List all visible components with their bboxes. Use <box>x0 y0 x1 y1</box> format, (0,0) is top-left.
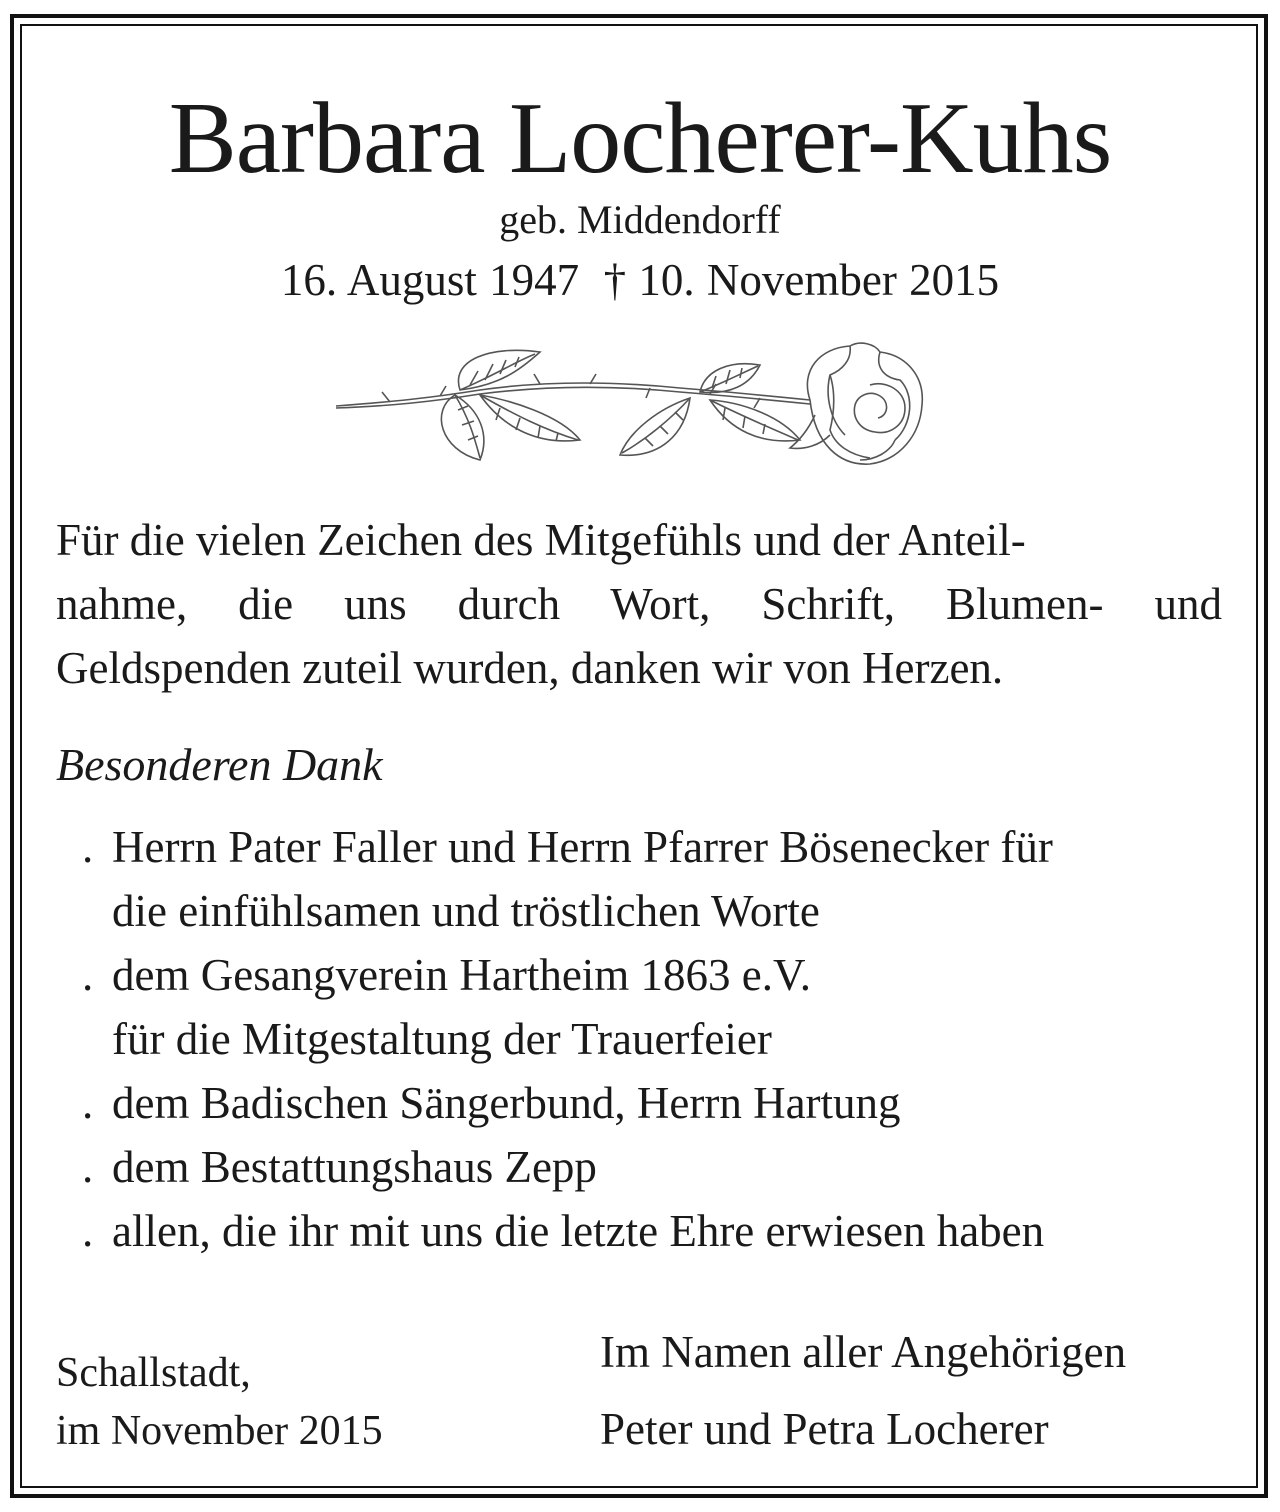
list-item-continuation: für die Mitgestaltung der Trauerfeier <box>112 1014 772 1064</box>
list-item: . Herrn Pater Faller und Herrn Pfarrer Bösenecker für <box>82 822 1053 872</box>
date-line: im November 2015 <box>56 1408 383 1454</box>
bullet: . <box>82 1142 94 1192</box>
bullet: . <box>82 822 94 872</box>
rose-icon <box>330 340 930 470</box>
on-behalf-line: Im Namen aller Angehörigen <box>600 1327 1127 1377</box>
signers: Peter und Petra Locherer <box>600 1404 1049 1454</box>
thanks-line-3: Geldspenden zuteil wurden, danken wir von Herzen. <box>56 643 1004 693</box>
place: Schallstadt, <box>56 1350 251 1396</box>
thanks-line-1: Für die vielen Zeichen des Mitgefühls und der Anteil- <box>56 515 1026 565</box>
deceased-name: Barbara Locherer-Kuhs <box>168 82 1112 195</box>
thanks-line-2: nahme, die uns durch Wort, Schrift, Blumen- und <box>56 579 1222 629</box>
bullet: . <box>82 1206 94 1256</box>
life-dates <box>0 255 1280 305</box>
list-item: . dem Gesangverein Hartheim 1863 e.V. <box>82 950 811 1000</box>
thanks-text <box>56 508 1222 700</box>
list-item-continuation: die einfühlsamen und tröstlichen Worte <box>112 886 820 936</box>
death-date: 10. November 2015 <box>638 255 1000 305</box>
list-item: . allen, die ihr mit uns die letzte Ehre erwiesen haben <box>82 1206 1045 1256</box>
birth-date: 16. August 1947 <box>280 255 580 305</box>
list-item: . dem Badischen Sängerbund, Herrn Hartung <box>82 1078 901 1128</box>
bullet: . <box>82 1078 94 1128</box>
list-item: . dem Bestattungshaus Zepp <box>82 1142 597 1192</box>
special-thanks-heading: Besonderen Dank <box>56 739 383 790</box>
bullet: . <box>82 950 94 1000</box>
maiden-name: geb. Middendorff <box>499 197 781 242</box>
death-cross-icon: † <box>603 255 627 305</box>
